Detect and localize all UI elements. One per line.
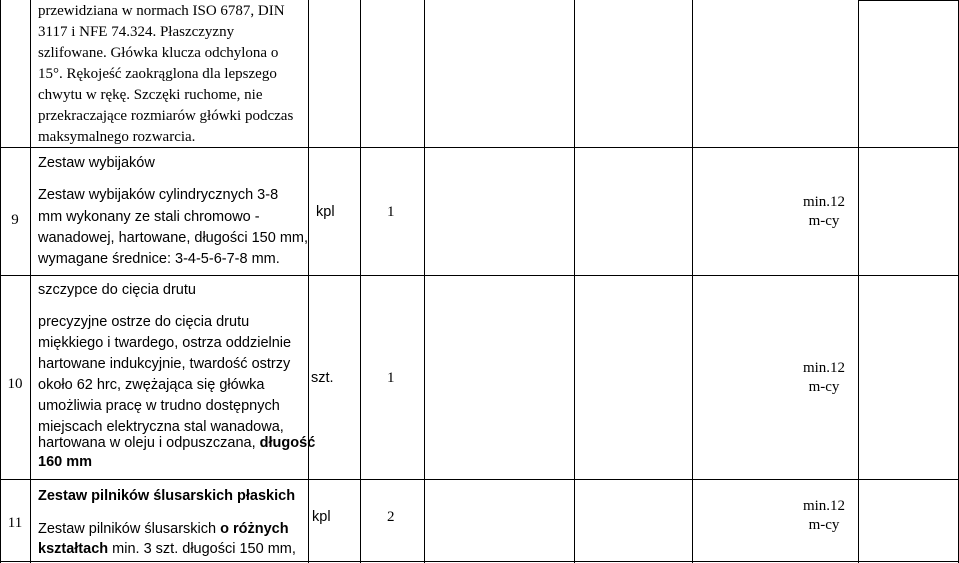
table-border [858,0,958,1]
desc-text: hartowana w oleju i odpuszczana, [38,435,260,451]
warranty-value: min.12 [802,498,846,514]
desc-bold-text: kształtach [38,541,109,557]
item-desc-line: wymagane średnice: 3-4-5-6-7-8 mm. [38,251,280,267]
item-desc-line: hartowane indukcyjnie, twardość ostrzy [38,356,291,372]
item-desc-line: około 62 hrc, zwężająca się główka [38,377,265,393]
desc-bold-text: długość [259,435,316,451]
desc-text: Zestaw pilników ślusarskich [38,521,221,537]
row-number: 10 [7,376,23,392]
warranty-value: min.12 [802,360,846,376]
table-border [0,479,959,480]
item-title: szczypce do cięcia drutu [38,282,196,298]
item-desc-line [38,433,315,454]
warranty-value: min.12 [802,194,846,210]
unit-value: kpl [316,204,335,220]
table-border [0,561,959,562]
row-number: 11 [7,515,23,531]
item-desc-line [38,519,289,540]
table-border [0,275,959,276]
quantity-value: 1 [387,370,395,386]
item-desc-line: wanadowej, hartowane, długości 150 mm, [38,230,309,246]
row-8-desc-line: przewidziana w normach ISO 6787, DIN [38,3,285,19]
item-desc-line: mm wykonany ze stali chromowo - [38,209,260,225]
desc-text: min. 3 szt. długości 150 mm, [108,541,296,557]
row-8-desc-line: 3117 i NFE 74.324. Płaszczyzny [38,24,235,40]
row-8-desc-line: szlifowane. Główka klucza odchylona o [38,45,279,61]
row-8-desc-line: maksymalnego rozwarcia. [38,129,196,145]
warranty-unit: m-cy [808,517,840,533]
item-desc-line: 160 mm [38,454,93,470]
quantity-value: 1 [387,204,395,220]
item-desc-line [38,539,296,560]
warranty-unit: m-cy [808,379,840,395]
item-desc-line: miejscach elektryczna stal wanadowa, [38,419,284,435]
unit-value: kpl [312,509,331,525]
row-8-desc-line: przekraczające rozmiarów główki podczas [38,108,294,124]
item-desc-line: Zestaw wybijaków cylindrycznych 3-8 [38,187,279,203]
quantity-value: 2 [387,509,395,525]
unit-value: szt. [311,370,334,386]
item-desc-line: miękkiego i twardego, ostrza oddzielnie [38,335,292,351]
row-number: 9 [11,212,19,228]
desc-bold-text: o różnych [220,521,289,537]
row-8-desc-line: 15°. Rękojeść zaokrąglona dla lepszego [38,66,277,82]
item-title: Zestaw pilników ślusarskich płaskich [38,488,296,504]
warranty-unit: m-cy [808,213,840,229]
item-desc-line: precyzyjne ostrze do cięcia drutu [38,314,250,330]
item-title: Zestaw wybijaków [38,155,155,171]
item-desc-line: umożliwia pracę w trudno dostępnych [38,398,280,414]
row-8-desc-line: chwytu w rękę. Szczęki ruchome, nie [38,87,263,103]
